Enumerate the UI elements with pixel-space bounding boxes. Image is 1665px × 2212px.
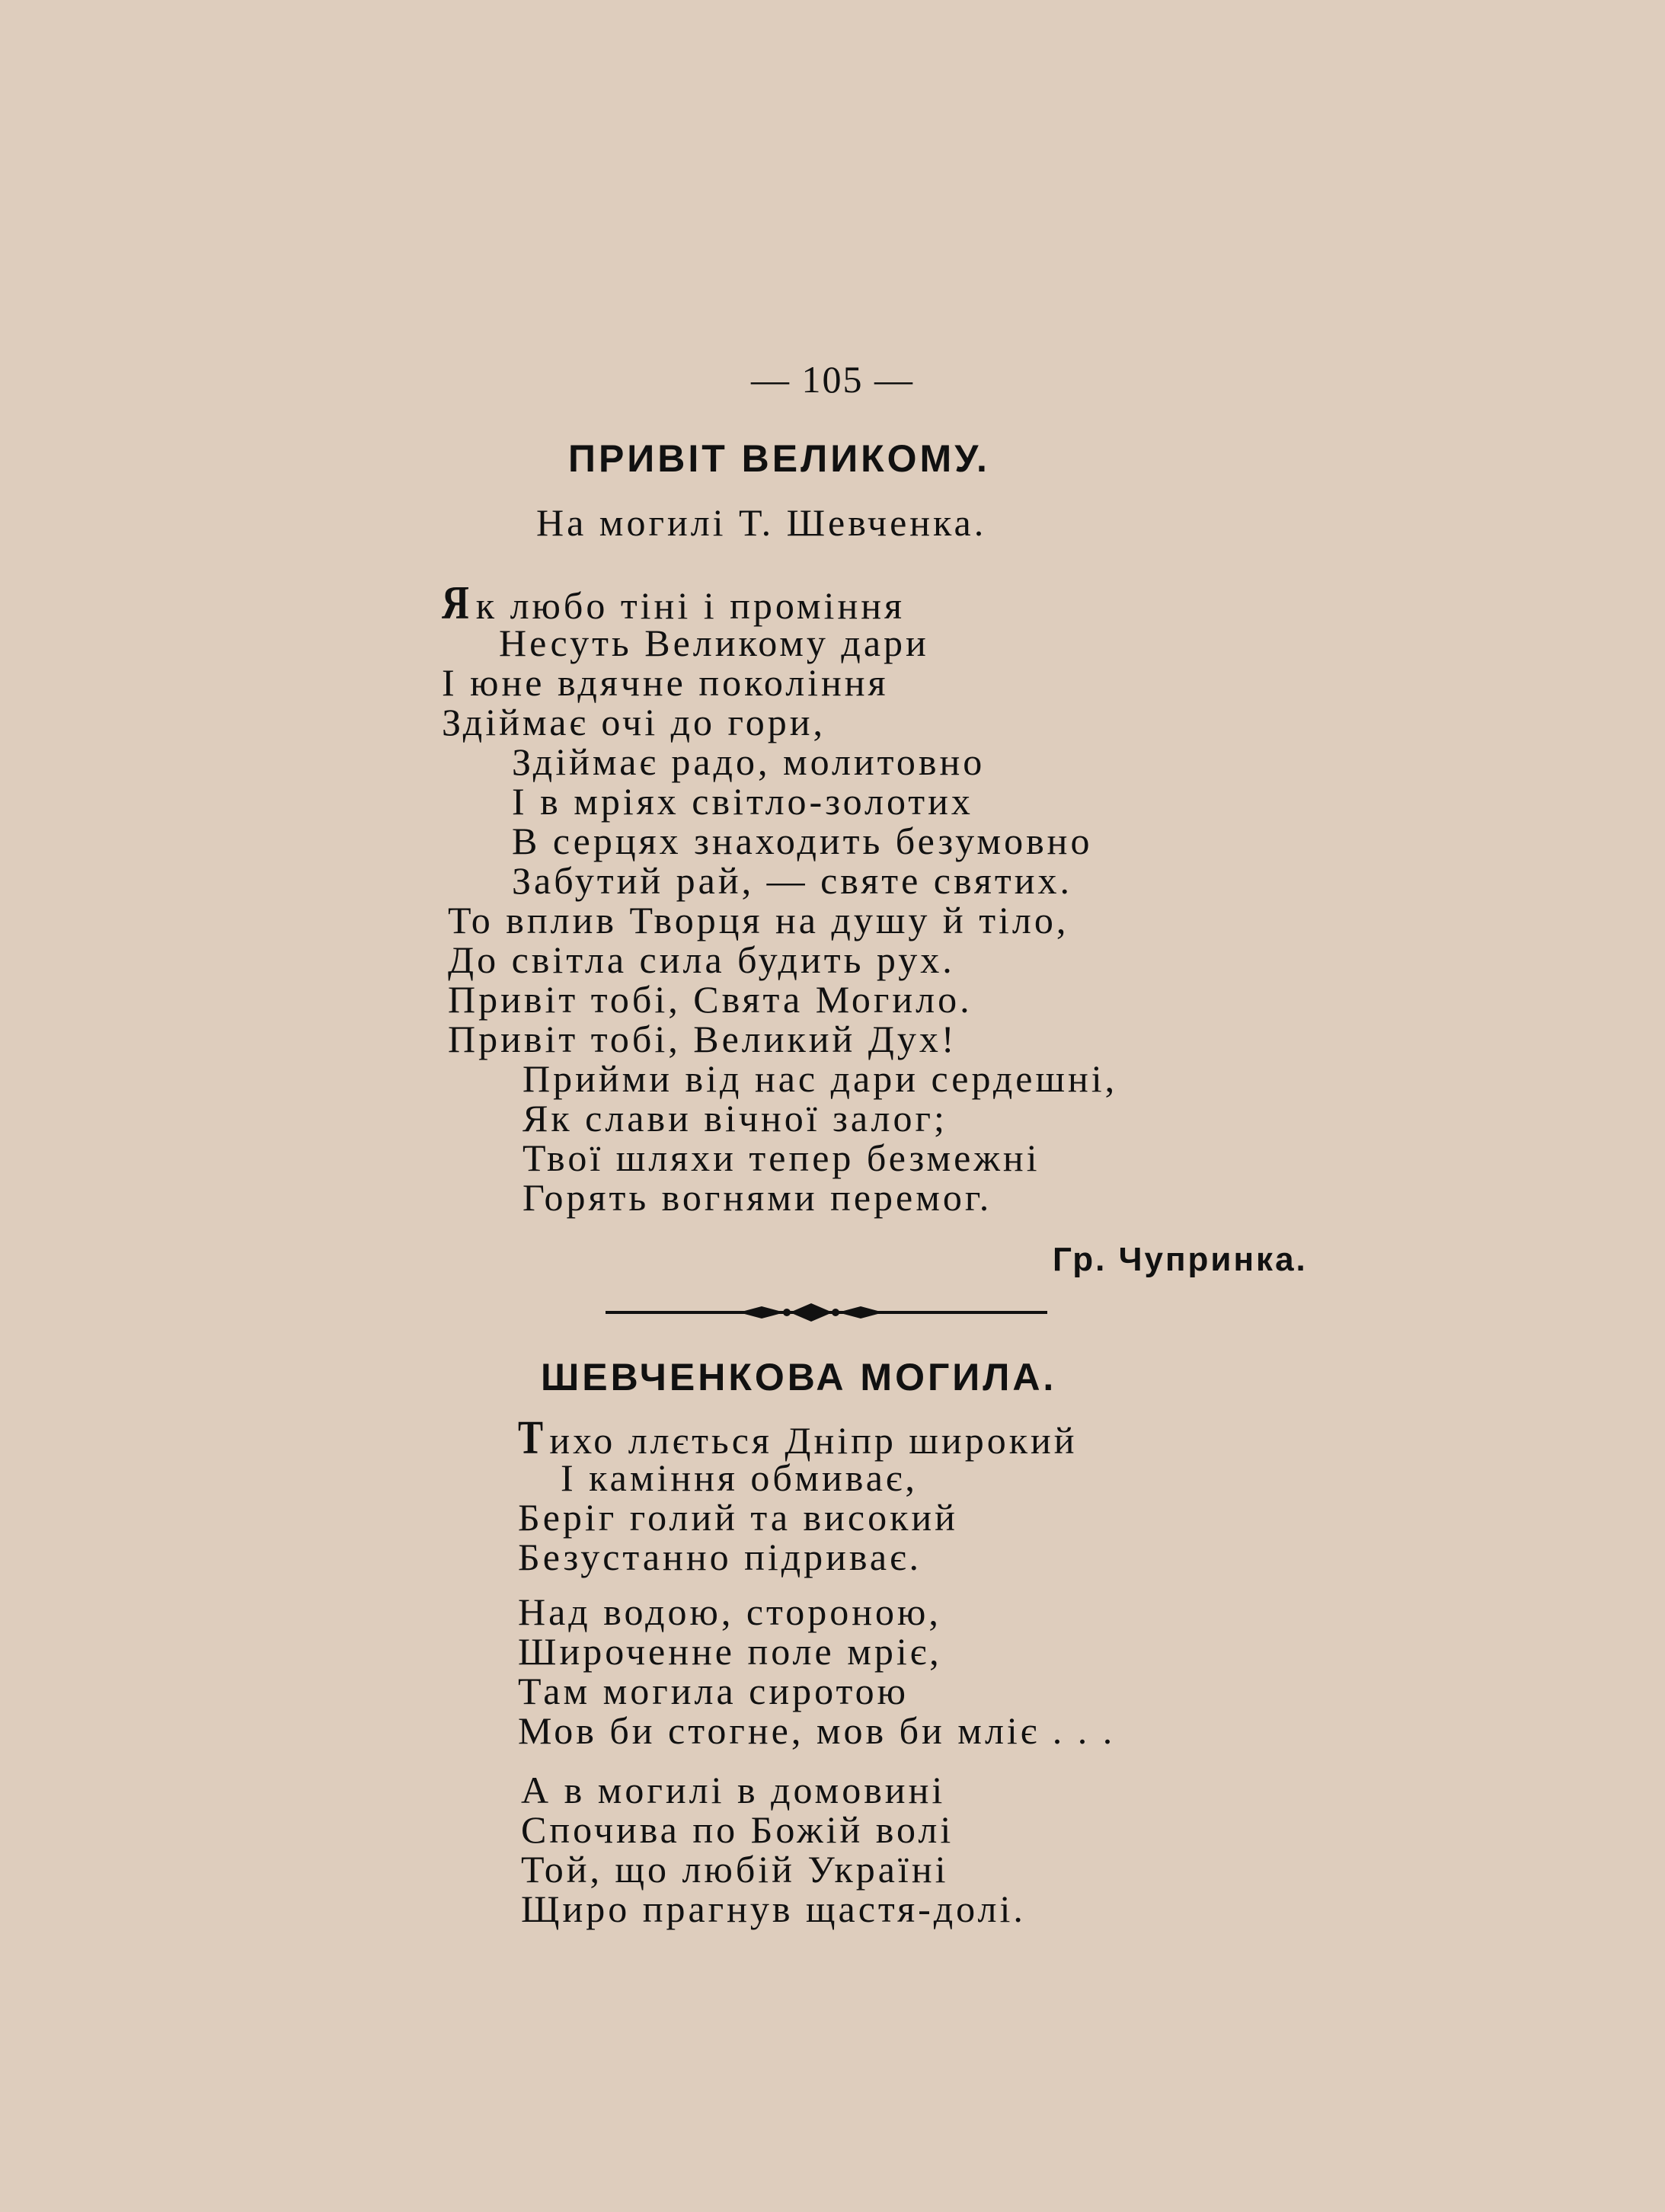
- verse-line: Здіймає радо, молитовно: [512, 740, 986, 783]
- verse-line: До світла сила будить рух.: [448, 938, 955, 981]
- verse-line: Там могила сиротою: [518, 1670, 909, 1712]
- verse-line: А в могилі в домовині: [521, 1769, 946, 1811]
- drop-cap: Т: [518, 1412, 546, 1464]
- verse-line: Здіймає очі до гори,: [442, 701, 826, 743]
- ornament-divider: [606, 1293, 1047, 1331]
- verse-line: В серцях знаходить безумовно: [512, 820, 1093, 862]
- verse-line: Привіт тобі, Свята Могило.: [448, 978, 973, 1021]
- verse-line: І юне вдячне покоління: [442, 661, 889, 704]
- poem2-title: ШЕВЧЕНКОВА МОГИЛА.: [541, 1356, 1057, 1398]
- poem1-title: ПРИВІТ ВЕЛИКОМУ.: [568, 437, 990, 480]
- poem1-subtitle: На могилі Т. Шевченка.: [536, 501, 987, 544]
- drop-cap: Я: [442, 577, 472, 629]
- verse-line: Беріг голий та високий: [518, 1496, 958, 1539]
- verse-line: Т ихо ллється Дніпр широкий: [518, 1412, 1078, 1464]
- verse-line: Як слави вічної залог;: [523, 1097, 948, 1140]
- poem2-stanza-3: [521, 1770, 1026, 1929]
- poem1-verse: [442, 577, 1118, 1219]
- verse-line: Я к любо тіні і проміння: [442, 577, 905, 629]
- verse-line: Над водою, стороною,: [518, 1590, 941, 1633]
- verse-line: Безустанно підриває.: [518, 1536, 922, 1578]
- verse-line: Несуть Великому дари: [499, 622, 929, 664]
- poem1-author: Гр. Чупринка.: [1053, 1241, 1308, 1278]
- verse-line: Горять вогнями перемог.: [523, 1176, 992, 1219]
- verse-line: Привіт тобі, Великий Дух!: [448, 1018, 957, 1060]
- verse-line: Спочива по Божій волі: [521, 1808, 954, 1851]
- verse-line: Забутий рай, — святе святих.: [512, 859, 1073, 902]
- verse-line: І в мріях світло-золотих: [512, 780, 973, 823]
- verse-line: І каміння обмиває,: [561, 1456, 918, 1499]
- verse-line: Той, що любій Україні: [521, 1848, 949, 1891]
- verse-line: Широченне поле мріє,: [518, 1630, 942, 1673]
- verse-line: Прийми від нас дари сердешні,: [523, 1057, 1118, 1100]
- verse-line: Мов би стогне, мов би мліє . . .: [518, 1709, 1116, 1752]
- verse-line: То вплив Творця на душу й тіло,: [448, 899, 1069, 941]
- poem2-stanza-1: [518, 1412, 1078, 1578]
- verse-line: Щиро прагнув щастя-долі.: [521, 1888, 1026, 1930]
- poem2-stanza-2: [518, 1592, 1115, 1750]
- verse-line: Твої шляхи тепер безмежні: [523, 1136, 1040, 1179]
- page-number: — 105 —: [751, 358, 914, 401]
